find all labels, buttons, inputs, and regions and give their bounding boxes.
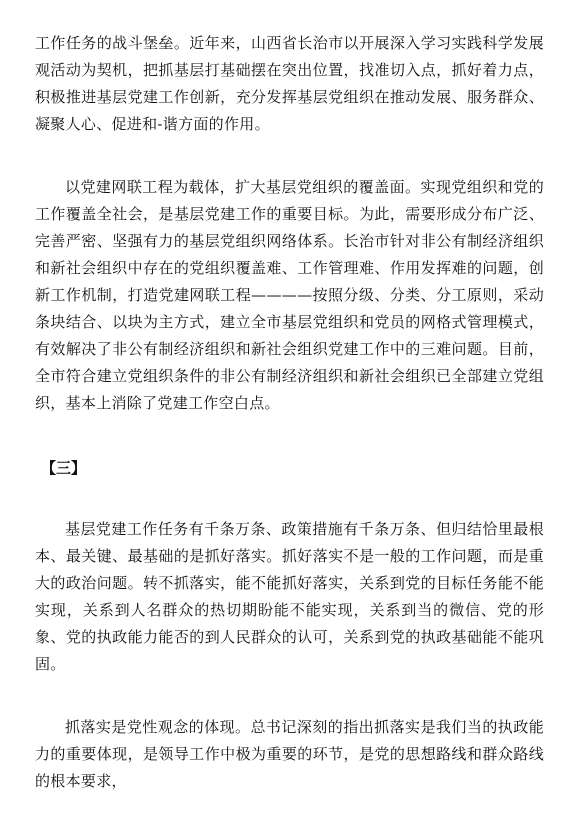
paragraph-4: 抓落实是党性观念的体现。总书记深刻的指出抓落实是我们当的执政能力的重要体现，是领导工作中极为重要的环节，是党的思想路线和群众路线的根本要求， <box>35 718 544 790</box>
paragraph-1: 工作任务的战斗堡垒。近年来，山西省长治市以开展深入学习实践科学发展观活动为契机，把抓基层打基础摆在突出位置，找准切入点，抓好着力点，积极推进基层党建工作创新，充分发挥基层党组织在推动发展、服务群众、凝聚人心、促进和-谐方面的作用。 <box>35 34 544 133</box>
paragraph-2: 以党建网联工程为载体，扩大基层党组织的覆盖面。实现党组织和党的工作覆盖全社会，是基层党建工作的重要目标。为此，需要形成分布广泛、完善严密、坚强有力的基层党组织网络体系。长治市针对非公有制经济组织和新社会组织中存在的党组织覆盖难、工作管理难、作用发挥难的问题，创新工作机制，打造党建网联工程————按照分级、分类、分工原则，采动条块结合、以块为主方式，建立全市基层党组织和党员的网格式管理模式，有效解决了非公有制经济组织和新社会组织党建工作中的三难问题。目前，全市符合建立党组织条件的非公有制经济组织和新社会组织已全部建立党组织，基本上消除了党建工作空白点。 <box>35 178 544 412</box>
section-heading: 【三】 <box>41 459 87 477</box>
paragraph-3: 基层党建工作任务有千条万条、政策措施有千条万条、但归结恰里最根本、最关键、最基础的是抓好落实。抓好落实不是一般的工作问题，而是重大的政治问题。转不抓落实，能不能抓好落实，关系到党的目标任务能不能实现，关系到人名群众的热切期盼能不能实现，关系到当的微信、党的形象、党的执政能力能否的到人民群众的认可，关系到党的执政基础能不能巩固。 <box>35 520 544 673</box>
